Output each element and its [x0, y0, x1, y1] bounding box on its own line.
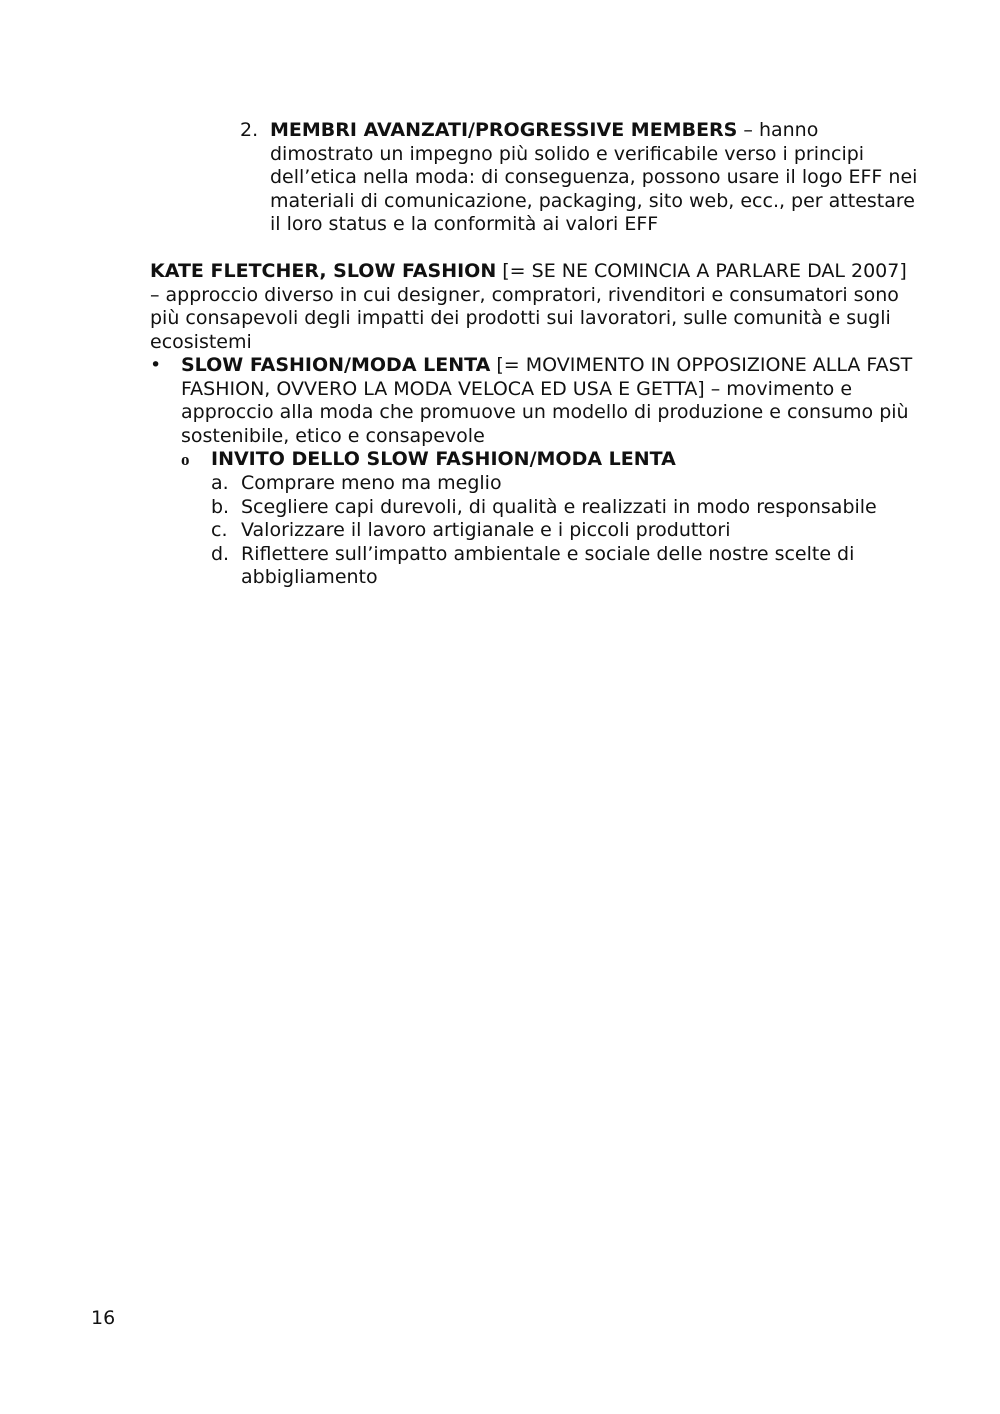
slow-fashion-heading: SLOW FASHION/MODA LENTA	[181, 354, 491, 376]
page-number: 16	[91, 1307, 116, 1329]
list-item-text: Riflettere sull’impatto ambientale e sociale delle nostre scelte di abbigliamento	[241, 542, 855, 588]
kate-fletcher-paragraph	[150, 260, 920, 354]
list-item	[211, 543, 920, 590]
list-item	[211, 519, 920, 543]
list-item	[211, 496, 920, 520]
slow-fashion-body	[181, 354, 920, 448]
slow-fashion-bullet	[150, 354, 920, 448]
sub-bullet-icon: o	[181, 450, 190, 469]
list-letter: c.	[211, 519, 228, 541]
list-letter: d.	[211, 542, 230, 565]
bullet-icon: •	[150, 354, 162, 376]
list-item-text: Scegliere capi durevoli, di qualità e realizzati in modo responsabile	[241, 495, 877, 518]
list-letter: b.	[211, 495, 230, 518]
invito-heading: INVITO DELLO SLOW FASHION/MODA LENTA	[211, 448, 676, 470]
invito-sub-bullet	[181, 448, 920, 472]
numbered-item-heading: MEMBRI AVANZATI/PROGRESSIVE MEMBERS	[270, 119, 738, 141]
list-letter: a.	[211, 472, 229, 494]
kate-fletcher-heading: KATE FLETCHER, SLOW FASHION	[150, 260, 497, 282]
invito-lettered-list	[211, 472, 920, 590]
kate-fletcher-text: [= SE NE COMINCIA A PARLARE DAL 2007] – approccio diverso in cui designer, compratori, rivenditori e consumatori sono più consapevoli degli impatti dei prodotti sui lavoratori, sulle comunità e sugli ecosistemi	[150, 260, 907, 353]
list-number: 2.	[240, 119, 259, 141]
numbered-item-body	[270, 119, 920, 237]
list-item	[211, 472, 920, 496]
list-item-text: Valorizzare il lavoro artigianale e i piccoli produttori	[241, 519, 731, 541]
numbered-item-2	[240, 119, 920, 237]
list-item-text: Comprare meno ma meglio	[241, 472, 502, 494]
numbered-item-text: – hanno dimostrato un impegno più solido e verificabile verso i principi dell’etica nella moda: di conseguenza, possono usare il logo EFF nei materiali di comunicazione, packaging, sito web, ecc., per attestare il loro status e la conformità ai valori EFF	[270, 119, 918, 235]
slow-fashion-text: [= MOVIMENTO IN OPPOSIZIONE ALLA FAST FASHION, OVVERO LA MODA VELOCA ED USA E GETTA] – movimento e approccio alla moda che promuove un modello di produzione e consumo più sostenibile, etico e consapevole	[181, 354, 913, 447]
